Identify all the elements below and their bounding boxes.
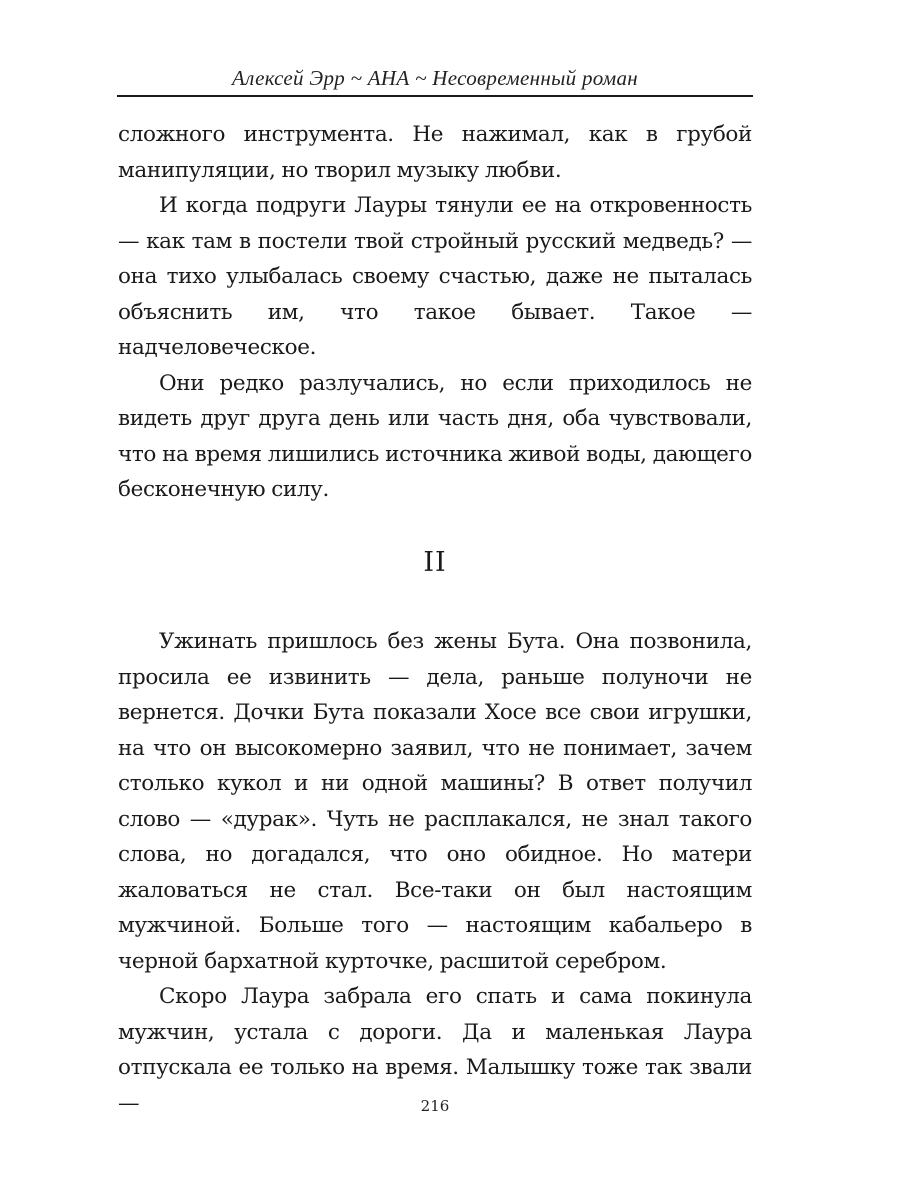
text-block-top bbox=[118, 117, 752, 508]
paragraph: И когда подруги Лауры тянули ее на откровенность — как там в постели твой стройный русский медведь? — она тихо улыбалась своему счастью, даже не пыталась объяснить им, что такое бывает. Такое — надчеловеческое. bbox=[118, 193, 752, 360]
paragraph: Скоро Лаура забрала его спать и сама покинула мужчин, устала с дороги. Да и маленькая Лаура отпускала ее только на время. Малышку тоже так звали — bbox=[118, 984, 752, 1116]
page-number: 216 bbox=[420, 1097, 450, 1115]
running-head: Алексей Эрр ~ АНА ~ Несовременный роман bbox=[232, 66, 638, 90]
chapter-number: II bbox=[423, 547, 447, 578]
text-block-bottom bbox=[118, 624, 752, 1121]
header-rule bbox=[117, 95, 753, 97]
paragraph-continuation: сложного инструмента. Не нажимал, как в грубой манипуляции, но творил музыку любви. bbox=[118, 122, 752, 183]
paragraph: Ужинать пришлось без жены Бута. Она позвонила, просила ее извинить — дела, раньше полуночи не вернется. Дочки Бута показали Хосе все свои игрушки, на что он высокомерно заявил, что не понимает, зачем столько кукол и ни одной машины? В ответ получил слово — «дурак». Чуть не расплакался, не знал такого слова, но догадался, что оно обидное. Но матери жаловаться не стал. Все-таки он был настоящим мужчиной. Больше того — настоящим кабальеро в черной бархатной курточке, расшитой серебром. bbox=[118, 629, 752, 974]
paragraph: Они редко разлучались, но если приходилось не видеть друг друга день или часть дня, оба чувствовали, что на время лишились источника живой воды, дающего бесконечную силу. bbox=[118, 370, 752, 502]
